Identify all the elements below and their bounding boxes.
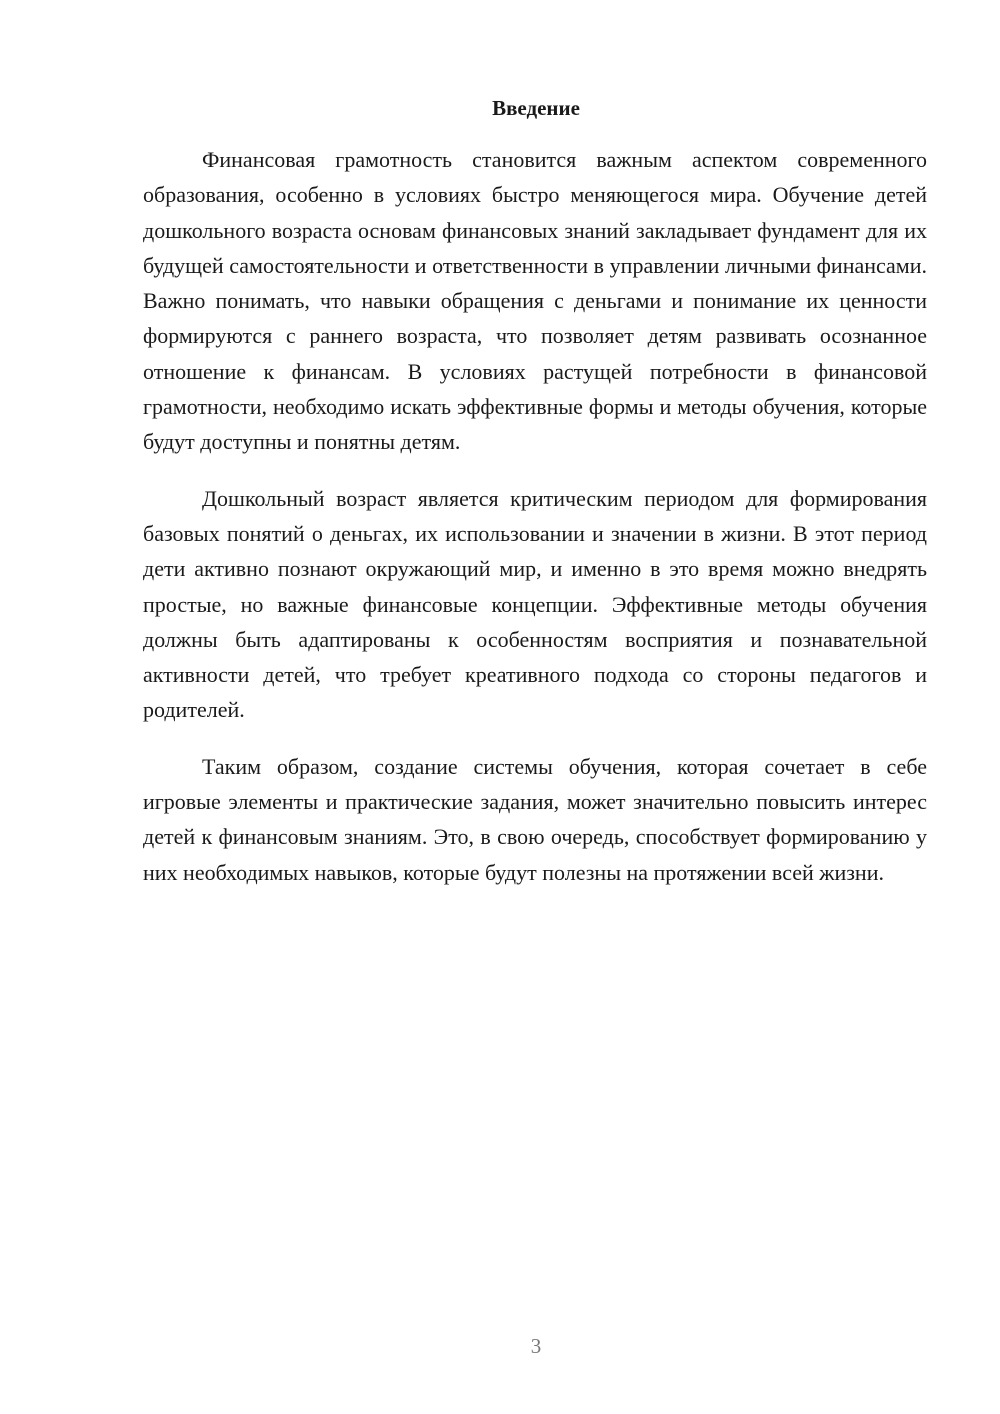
document-body xyxy=(143,142,927,911)
paragraph: Дошкольный возраст является критическим периодом для формирования базовых понятий о деньгах, их использовании и значении в жизни. В этот период дети активно познают окружающий мир, и именно в это время можно внедрять простые, но важные финансовые концепции. Эффективные методы обучения должны быть адаптированы к особенностям восприятия и познавательной активности детей, что требует креативного подхода со стороны педагогов и родителей. xyxy=(143,485,927,723)
section-title: Введение xyxy=(492,96,580,120)
paragraph: Таким образом, создание системы обучения, которая сочетает в себе игровые элементы и практические задания, может значительно повысить интерес детей к финансовым знаниям. Это, в свою очередь, способствует формированию у них необходимых навыков, которые будут полезны на протяжении всей жизни. xyxy=(143,753,927,885)
page-number: 3 xyxy=(530,1334,542,1358)
paragraph: Финансовая грамотность становится важным аспектом современного образования, особенно в условиях быстро меняющегося мира. Обучение детей дошкольного возраста основам финансовых знаний закладывает фундамент для их будущей самостоятельности и ответственности в управлении личными финансами. Важно понимать, что навыки обращения с деньгами и понимание их ценности формируются с раннего возраста, что позволяет детям развивать осознанное отношение к финансам. В условиях растущей потребности в финансовой грамотности, необходимо искать эффективные формы и методы обучения, которые будут доступны и понятны детям. xyxy=(143,147,927,455)
